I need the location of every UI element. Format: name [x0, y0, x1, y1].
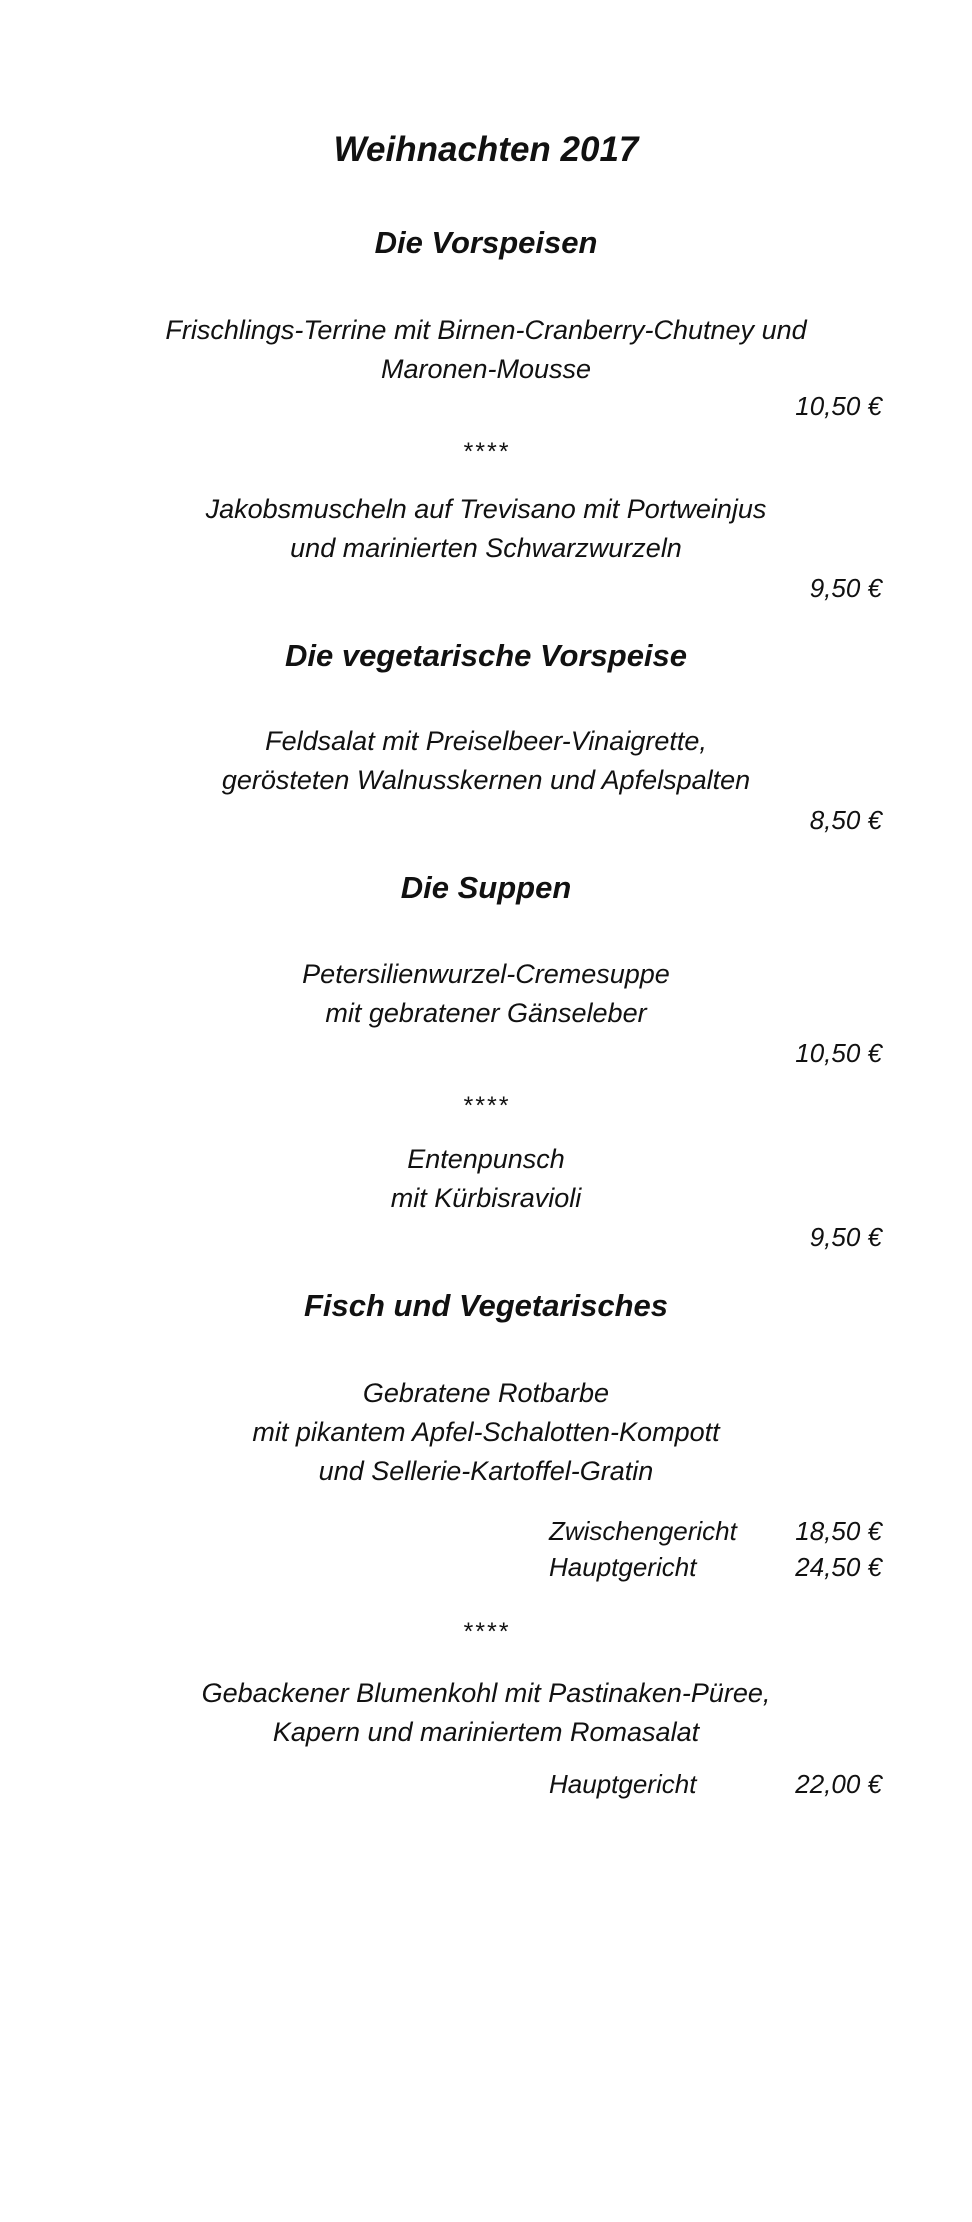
dish-line: Gebackener Blumenkohl mit Pastinaken-Püree, — [201, 1678, 771, 1708]
dish-line: Entenpunsch — [407, 1144, 565, 1174]
dish-line: und marinierten Schwarzwurzeln — [290, 533, 682, 563]
dish-option-price: 18,50 € — [795, 1516, 882, 1546]
dish-line: mit Kürbisravioli — [390, 1183, 582, 1213]
section-heading-suppen: Die Suppen — [400, 870, 572, 905]
dish-line: gerösteten Walnusskernen und Apfelspalten — [221, 765, 751, 795]
dish-option-label: Zwischengericht — [549, 1516, 737, 1546]
section-heading-fisch-vegetarisches: Fisch und Vegetarisches — [303, 1288, 669, 1323]
dish-frischlings-terrine — [0, 311, 972, 389]
dish-line: Frischlings-Terrine mit Birnen-Cranberry-Chutney und — [165, 315, 807, 345]
dish-petersilienwurzel-cremesuppe — [0, 955, 972, 1033]
section-heading-vorspeisen: Die Vorspeisen — [374, 225, 598, 260]
section-heading-vegetarische-vorspeise: Die vegetarische Vorspeise — [284, 638, 688, 673]
dish-option-label: Hauptgericht — [549, 1769, 697, 1799]
dish-line: Kapern und mariniertem Romasalat — [272, 1717, 700, 1747]
dish-separator: **** — [462, 1618, 510, 1646]
dish-price: 8,50 € — [809, 805, 882, 835]
dish-price: 9,50 € — [809, 573, 882, 603]
dish-price: 10,50 € — [795, 1038, 882, 1068]
dish-line: Feldsalat mit Preiselbeer-Vinaigrette, — [265, 726, 707, 756]
dish-blumenkohl — [0, 1674, 972, 1752]
dish-separator: **** — [462, 438, 510, 466]
dish-line: Petersilienwurzel-Cremesuppe — [302, 959, 670, 989]
dish-option-price: 22,00 € — [795, 1769, 882, 1799]
dish-jakobsmuscheln — [0, 490, 972, 568]
dish-option-price: 24,50 € — [795, 1552, 882, 1582]
dish-option-label: Hauptgericht — [549, 1552, 697, 1582]
dish-line: Jakobsmuscheln auf Trevisano mit Portweinjus — [205, 494, 767, 524]
dish-line: mit pikantem Apfel-Schalotten-Kompott — [252, 1417, 720, 1447]
dish-price: 10,50 € — [795, 391, 882, 421]
dish-line: mit gebratener Gänseleber — [325, 998, 647, 1028]
dish-line: Maronen-Mousse — [380, 354, 592, 384]
dish-feldsalat — [0, 722, 972, 800]
dish-price: 9,50 € — [809, 1222, 882, 1252]
dish-rotbarbe — [0, 1374, 972, 1491]
dish-line: Gebratene Rotbarbe — [362, 1378, 610, 1408]
menu-title: Weihnachten 2017 — [333, 130, 639, 169]
dish-entenpunsch — [0, 1140, 972, 1218]
dish-separator: **** — [462, 1092, 510, 1120]
dish-line: und Sellerie-Kartoffel-Gratin — [318, 1456, 654, 1486]
